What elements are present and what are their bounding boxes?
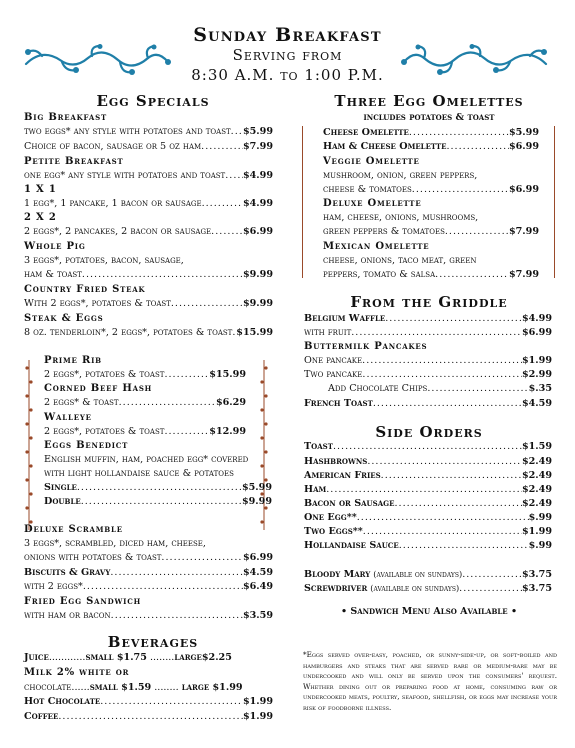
mexican-omelette-row: peppers, tomato & salsa ..... $7.99 — [323, 268, 539, 281]
deluxe-omelette-row: green peppers & tomatoes ..... $7.99 — [323, 225, 539, 238]
whole-pig-row: ham & toast ..... $9.99 — [24, 268, 273, 281]
side-ham-row: Ham ..... $2.49 — [304, 483, 552, 496]
one-by-one-row: 1 egg*, 1 pancake, 1 bacon or sausage ..... $4.99 — [24, 197, 273, 210]
egg-specials-title: Egg Specials — [96, 92, 210, 110]
mexican-omelette-name: Mexican Omelette — [323, 241, 430, 252]
steak-eggs-name: Steak & Eggs — [24, 313, 104, 324]
coffee-row: Coffee ..... $1.99 — [24, 710, 273, 723]
milk-row: chocolate......small $1.59 ........ large $1.99 — [24, 682, 243, 693]
whole-pig-name: Whole Pig — [24, 241, 86, 252]
benedict-name: Eggs Benedict — [44, 440, 129, 451]
chocolate-chips-row: Add Chocolate Chips ..... $.35 — [328, 382, 552, 395]
right-scroll-ornament-icon — [400, 44, 550, 80]
one-pancake-row: One pancake ..... $1.99 — [304, 354, 552, 367]
big-breakfast-name: Big Breakfast — [24, 112, 107, 123]
left-vine-border-icon — [24, 360, 34, 530]
two-pancake-row: Two pancake ..... $2.99 — [304, 368, 552, 381]
cheese-omelette-row: Cheese Omelette ..... $5.99 — [323, 126, 539, 139]
waffle-fruit-row: with fruit ..... $6.99 — [304, 326, 552, 339]
biscuits-row: Biscuits & Gravy ..... $4.59 — [24, 566, 273, 579]
menu-title: Sunday Breakfast — [193, 24, 382, 46]
fried-egg-sandwich-row: with ham or bacon ..... $3.59 — [24, 609, 273, 622]
benedict-single-row: Single ..... $5.99 — [44, 481, 272, 494]
veggie-omelette-row: cheese & tomatoes ..... $6.99 — [323, 183, 539, 196]
big-breakfast-row2: Choice of bacon, sausage or 5 oz ham ..... $7.99 — [24, 140, 273, 153]
milk-name: Milk 2% white or — [24, 667, 130, 678]
prime-rib-name: Prime Rib — [44, 355, 102, 366]
country-fried-name: Country Fried Steak — [24, 284, 146, 295]
biscuits-eggs-row: with 2 eggs* ..... $6.49 — [24, 580, 273, 593]
omelettes-title: Three Egg Omelettes — [334, 92, 524, 110]
beverages-title: Beverages — [107, 633, 199, 651]
hot-chocolate-row: Hot Chocolate ..... $1.99 — [24, 695, 273, 708]
omelettes-subtitle: includes potatoes & toast — [363, 112, 495, 123]
walleye-row: 2 eggs*, potatoes & toast ..... $12.99 — [44, 425, 246, 438]
juice-row: Juice............small $1.75 ........large$2.25 — [24, 652, 232, 663]
benedict-double-row: Double ..... $9.99 — [44, 495, 272, 508]
screwdriver-row: Screwdriver (available on sundays) ..... $3.75 — [304, 582, 552, 595]
veggie-omelette-name: Veggie Omelette — [323, 156, 420, 167]
side-two-eggs-row: Two Eggs** ..... $1.99 — [304, 525, 552, 538]
country-fried-row: With 2 eggs*, potatoes & toast ..... $9.99 — [24, 297, 273, 310]
griddle-title: From the Griddle — [350, 293, 508, 311]
prime-rib-row: 2 eggs*, potatoes & toast ..... $15.99 — [44, 368, 246, 381]
veggie-omelette-line1: mushroom, onion, green peppers, — [323, 170, 478, 181]
steak-eggs-row: 8 oz. tenderloin*, 2 eggs*, potatoes & toast ..... $15.99 — [24, 326, 273, 339]
serving-label: Serving from — [232, 46, 343, 64]
ham-cheese-omelette-row: Ham & Cheese Omelette ..... $6.99 — [323, 140, 539, 153]
one-by-one-name: 1 X 1 — [24, 184, 57, 195]
side-toast-row: Toast ..... $1.59 — [304, 440, 552, 453]
deluxe-omelette-name: Deluxe Omelette — [323, 198, 422, 209]
benedict-line1: English muffin, ham, poached egg* covered — [44, 454, 249, 465]
omelette-right-bracket — [546, 126, 555, 278]
side-bacon-row: Bacon or Sausage ..... $2.49 — [304, 497, 552, 510]
deluxe-scramble-row: onions with potatoes & toast ..... $6.99 — [24, 551, 273, 564]
side-orders-title: Side Orders — [375, 423, 483, 441]
omelette-left-bracket — [302, 126, 311, 278]
food-safety-disclaimer: *Eggs served over-easy, poached, or sunny-side-up, or soft-boiled and hamburgers and steaks that are served rare or medium-rare may be undercooked and will only be served upon the consumers' request. Whether dining out or preparing food at home, consuming raw or undercooked meats, poultry, seafood, shellfish, or eggs may increase your risk of foodborne illness. — [303, 650, 557, 712]
deluxe-scramble-name: Deluxe Scramble — [24, 524, 123, 535]
left-scroll-ornament-icon — [22, 44, 172, 80]
two-by-two-row: 2 eggs*, 2 pancakes, 2 bacon or sausage ..... $6.99 — [24, 225, 273, 238]
walleye-name: Walleye — [44, 412, 92, 423]
deluxe-omelette-line1: ham, cheese, onions, mushrooms, — [323, 212, 479, 223]
buttermilk-pancakes-name: Buttermilk Pancakes — [304, 341, 428, 352]
waffle-row: Belgium Waffle ..... $4.99 — [304, 312, 552, 325]
petite-breakfast-row: one egg* any style with potatoes and toast ..... $4.99 — [24, 169, 273, 182]
side-one-egg-row: One Egg** ..... $.99 — [304, 511, 552, 524]
deluxe-scramble-line1: 3 eggs*, scrambled, diced ham, cheese, — [24, 538, 206, 549]
mexican-omelette-line1: cheese, onions, taco meat, green — [323, 255, 477, 266]
fried-egg-sandwich-name: Fried Egg Sandwich — [24, 596, 141, 607]
whole-pig-line1: 3 eggs*, potatoes, bacon, sausage, — [24, 255, 184, 266]
bloody-mary-row: Bloody Mary (available on sundays) ..... $3.75 — [304, 568, 552, 581]
serving-hours: 8:30 A.M. to 1:00 P.M. — [191, 66, 384, 84]
sandwich-menu-note: • Sandwich Menu Also Available • — [340, 606, 518, 617]
benedict-line2: with light hollandaise sauce & potatoes — [44, 468, 234, 479]
side-hashbrowns-row: Hashbrowns ..... $2.49 — [304, 455, 552, 468]
big-breakfast-row1: two eggs* any style with potatoes and toast ..... $5.99 — [24, 125, 273, 138]
corned-beef-row: 2 eggs* & toast ..... $6.29 — [44, 396, 246, 409]
french-toast-row: French Toast ..... $4.59 — [304, 397, 552, 410]
petite-breakfast-name: Petite Breakfast — [24, 156, 124, 167]
corned-beef-name: Corned Beef Hash — [44, 383, 153, 394]
side-american-fries-row: American Fries ..... $2.49 — [304, 469, 552, 482]
two-by-two-name: 2 X 2 — [24, 212, 57, 223]
side-hollandaise-row: Hollandaise Sauce ..... $.99 — [304, 539, 552, 552]
